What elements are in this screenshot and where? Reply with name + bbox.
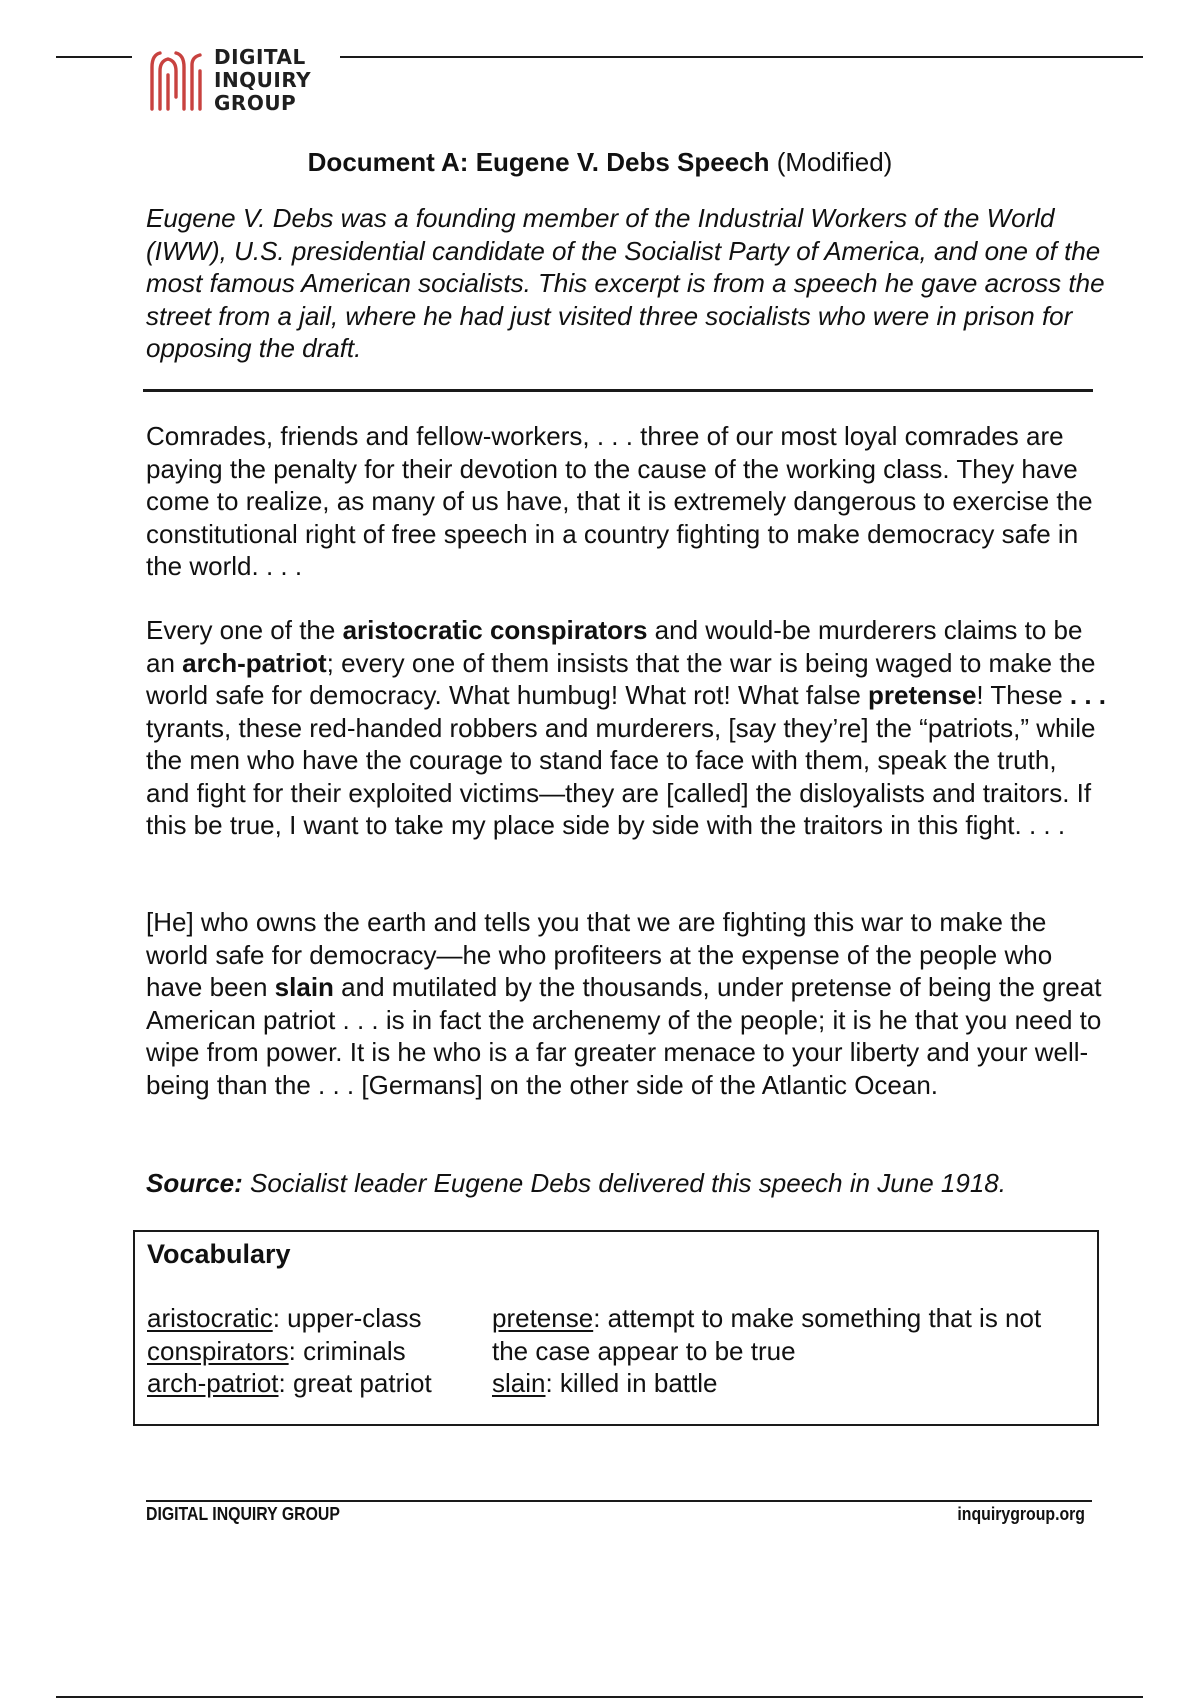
vocab-definition: : upper-class <box>272 1303 422 1333</box>
header-rule-right <box>340 56 1143 58</box>
p3-text-2: and mutilated by the thousands, under pretense of being the great American patriot . . . is in fact the archenemy of the people; it is he that you need to wipe from power. It is he who is a far greater menace to your liberty and your well-being than the . . . [Germans] on the other side of the Atlantic Ocean. <box>146 972 1102 1100</box>
vocab-entry-arch-patriot <box>147 1367 432 1400</box>
p2-text-1: Every one of the <box>146 615 343 645</box>
vocab-term: conspirators <box>147 1335 289 1366</box>
vocab-entry-slain <box>492 1367 1041 1400</box>
vocab-entry-pretense-continued <box>492 1335 1041 1368</box>
intro-paragraph: Eugene V. Debs was a founding member of the Industrial Workers of the World (IWW), U.S. presidential candidate of the Socialist Party of America, and one of the most famous American socialists. This excerpt is from a speech he gave across the street from a jail, where he had just visited three socialists who were in prison for opposing the draft. <box>146 203 1105 363</box>
source-label: Source: <box>146 1168 243 1198</box>
page-bottom-rule <box>56 1696 1143 1698</box>
logo-line-3: GROUP <box>214 91 297 115</box>
vocab-entry-conspirators <box>147 1335 432 1368</box>
intro-divider <box>143 389 1093 392</box>
document-title-bold: Document A: Eugene V. Debs Speech <box>307 147 770 177</box>
p2-term-aristocratic-conspirators: aristocratic conspirators <box>342 615 648 645</box>
document-title <box>0 146 1200 178</box>
vocab-term: aristocratic <box>147 1303 273 1333</box>
source-line <box>146 1167 1106 1199</box>
logo-line-2: INQUIRY <box>214 68 312 92</box>
footer-brand: DIGITAL INQUIRY GROUP <box>146 1504 340 1524</box>
footer-website: inquirygroup.org <box>957 1504 1085 1524</box>
p2-text-5: tyrants, these red-handed robbers and murderers, [say they’re] the “patriots,” while the men who have the courage to stand face to face with them, speak the truth, and fight for their exploited victims—they are [called] the disloyalists and traitors. If this be true, I want to take my place side by side with the traitors in this fight. . . . <box>146 712 1096 840</box>
vocabulary-title: Vocabulary <box>147 1239 291 1269</box>
p3-text-1: [He] who owns the earth and tells you that we are fighting this war to make the world safe for democracy—he who profiteers at the expense of the people who have been <box>146 907 1053 1002</box>
vocab-definition-continued: the case appear to be true <box>492 1335 796 1366</box>
source-text: Socialist leader Eugene Debs delivered this speech in June 1918. <box>242 1168 1006 1198</box>
vocab-entry-aristocratic <box>147 1302 432 1335</box>
document-title-suffix: (Modified) <box>769 147 893 177</box>
p2-ellipsis: . . . <box>1069 680 1107 710</box>
vocab-term: pretense <box>492 1303 594 1333</box>
p2-term-arch-patriot: arch-patriot <box>182 647 327 678</box>
speech-paragraph-1: Comrades, friends and fellow-workers, . . . three of our most loyal comrades are paying the penalty for their devotion to the cause of the working class. They have come to realize, as many of us have, that it is extremely dangerous to exercise the constitutional right of free speech in a country fighting to make democracy safe in the world. . . . <box>146 421 1093 581</box>
vocabulary-column-right <box>492 1302 1041 1400</box>
speech-paragraph-2 <box>146 614 1106 842</box>
vocab-term: slain <box>492 1368 546 1398</box>
p2-text-2: and would-be murderers claims to be an <box>146 615 1083 678</box>
vocab-definition: : criminals <box>288 1335 406 1366</box>
dig-logo-icon <box>148 47 204 115</box>
vocab-entry-pretense <box>492 1302 1041 1335</box>
vocab-definition: : great patriot <box>278 1368 432 1398</box>
speech-paragraph-3 <box>146 906 1106 1101</box>
logo-line-1: DIGITAL <box>214 45 306 69</box>
logo <box>148 46 311 115</box>
vocab-definition: : attempt to make something that is not <box>593 1303 1042 1333</box>
vocabulary-column-left <box>147 1302 432 1400</box>
logo-text <box>214 46 311 115</box>
p2-text-3: ; every one of them insists that the war is being waged to make the world safe for democracy. What humbug! What rot! What false <box>146 647 1096 710</box>
vocab-term: arch-patriot <box>147 1368 279 1398</box>
footer-rule <box>146 1500 1092 1502</box>
p2-term-pretense: pretense <box>868 680 977 710</box>
vocab-definition: : killed in battle <box>545 1368 718 1398</box>
p2-text-4: ! These <box>976 680 1070 710</box>
vocabulary-box <box>133 1230 1099 1426</box>
p3-term-slain: slain <box>274 972 334 1002</box>
header-rule-left <box>56 56 132 58</box>
